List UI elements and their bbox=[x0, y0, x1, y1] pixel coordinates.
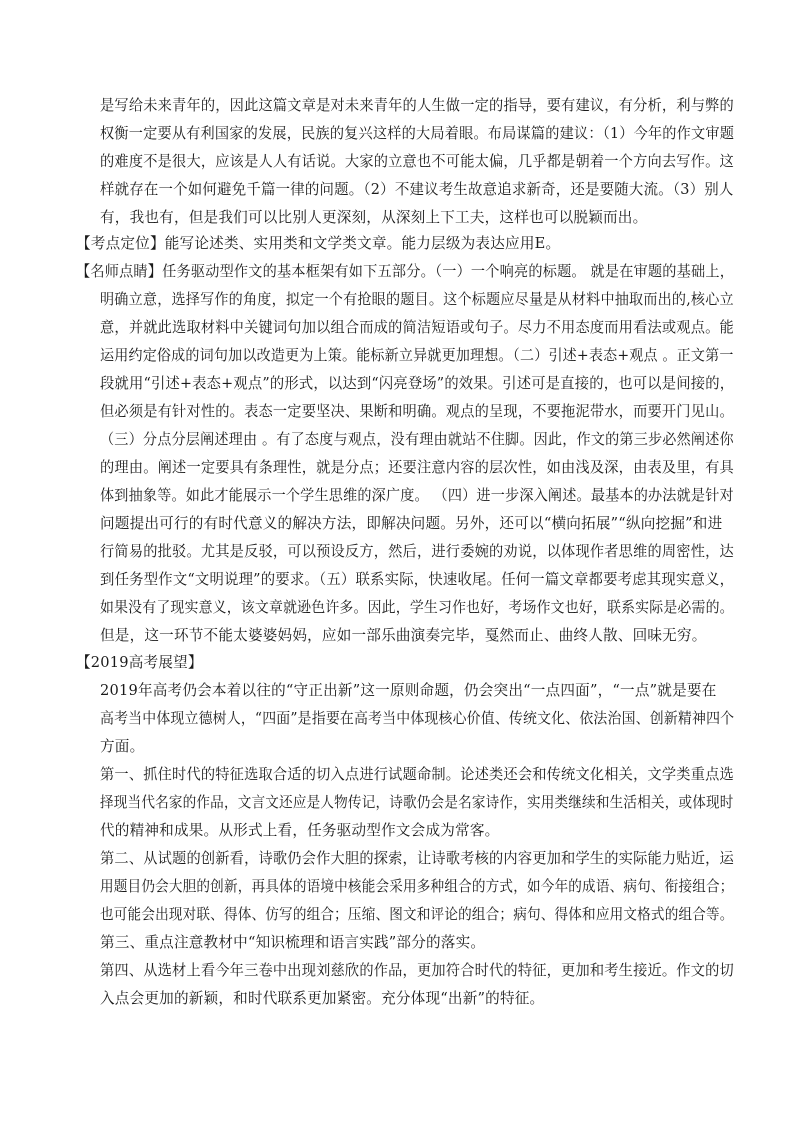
outlook-line: 第四、从选材上看今年三卷中出现刘慈欣的作品，更加符合时代的特征，更加和考生接近。作文的切 bbox=[100, 962, 734, 979]
mingshi-line: 意，并就此选取材料中关键词句加以组合而成的简洁短语或句子。尽力不用态度而用看法或观点。能 bbox=[100, 319, 734, 336]
kaodian-label: 【考点定位】 bbox=[76, 235, 165, 252]
mingshi-line: 问题提出可行的有时代意义的解决方法，即解决问题。另外，还可以“横向拓展”“纵向挖掘”和进 bbox=[100, 515, 723, 532]
mingshi-line: 如果没有了现实意义，该文章就逊色许多。因此，学生习作也好，考场作文也好，联系实际是必需的。 bbox=[100, 599, 734, 616]
mingshi-line: 行简易的批驳。尤其是反驳，可以预设反方，然后，进行委婉的劝说，以体现作者思维的周密性，达 bbox=[100, 543, 734, 560]
mingshi-text: 任务驱动型作文的基本框架有如下五部分。（一）一个响亮的标题。 就是在审题的基础上， bbox=[162, 263, 735, 280]
intro-line: 是写给未来青年的，因此这篇文章是对未来青年的人生做一定的指导，要有建议，有分析，利与弊的 bbox=[100, 97, 734, 114]
outlook-line: 高考当中体现立德树人，“四面”是指要在高考当中体现核心价值、传统文化、依法治国、创新精神四个 bbox=[100, 710, 735, 727]
mingshi-line: 体到抽象等。如此才能展示一个学生思维的深广度。 （四）进一步深入阐述。最基本的办法就是针对 bbox=[100, 487, 734, 504]
mingshi-line: 但必须是有针对性的。表态一定要坚决、果断和明确。观点的呈现，不要拖泥带水，而要开门见山。 bbox=[100, 403, 734, 420]
mingshi-line: 运用约定俗成的词句加以改造更为上策。能标新立异就更加理想。（二）引述+表态+观点 。正文第一 bbox=[100, 347, 734, 364]
outlook-line: 方面。 bbox=[100, 738, 145, 755]
outlook-line: 择现当代名家的作品，文言文还应是人物传记，诗歌仍会是名家诗作，实用类继续和生活相关，或体现时 bbox=[100, 794, 734, 811]
outlook-line: 第三、重点注意教材中“知识梳理和语言实践”部分的落实。 bbox=[100, 934, 486, 951]
outlook-line: 第二、从试题的创新看，诗歌仍会作大胆的探索，让诗歌考核的内容更加和学生的实际能力贴近，运 bbox=[100, 850, 734, 867]
outlook-line: 也可能会出现对联、得体、仿写的组合；压缩、图文和评论的组合；病句、得体和应用文格式的组合等。 bbox=[100, 906, 734, 923]
outlook-line: 第一、抓住时代的特征选取合适的切入点进行试题命制。论述类还会和传统文化相关，文学类重点选 bbox=[100, 766, 734, 783]
outlook-heading: 【2019高考展望】 bbox=[76, 654, 203, 671]
mingshi-line: 明确立意，选择写作的角度，拟定一个有抢眼的题目。这个标题应尽量是从材料中抽取而出的,核心立 bbox=[100, 291, 734, 308]
kaodian-line bbox=[76, 232, 560, 253]
outlook-line: 用题目仍会大胆的创新，再具体的语境中核能会采用多种组合的方式，如今年的成语、病句、衔接组合； bbox=[100, 878, 734, 895]
intro-line: 的难度不是很大，应该是人人有话说。大家的立意也不可能太偏，几乎都是朝着一个方向去写作。这 bbox=[100, 153, 734, 170]
kaodian-text: 能写论述类、实用类和文学类文章。能力层级为表达应用E。 bbox=[164, 235, 561, 252]
mingshi-line: 的理由。阐述一定要具有条理性，就是分点；还要注意内容的层次性，如由浅及深，由表及里，有具 bbox=[100, 459, 734, 476]
mingshi-line: 但是，这一环节不能太婆婆妈妈，应如一部乐曲演奏完毕，戛然而止、曲终人散、回味无穷。 bbox=[100, 627, 707, 644]
mingshi-label: 【名师点睛】 bbox=[76, 263, 163, 280]
outlook-line: 2019年高考仍会本着以往的“守正出新”这一原则命题，仍会突出“一点四面”，“一点”就是要在 bbox=[100, 682, 717, 699]
outlook-line: 入点会更加的新颖，和时代联系更加紧密。充分体现“出新”的特征。 bbox=[100, 990, 545, 1007]
mingshi-line: 到任务型作文“文明说理”的要求。（五）联系实际，快速收尾。任何一篇文章都要考虑其现实意义， bbox=[100, 571, 735, 588]
intro-line: 样就存在一个如何避免千篇一律的问题。（2）不建议考生故意追求新奇，还是要随大流。（3）别人 bbox=[100, 181, 734, 198]
mingshi-first-line bbox=[76, 260, 734, 281]
outlook-line: 代的精神和成果。从形式上看，任务驱动型作文会成为常客。 bbox=[100, 822, 500, 839]
mingshi-line: （三）分点分层阐述理由 。有了态度与观点，没有理由就站不住脚。因此，作文的第三步必然阐述你 bbox=[100, 431, 734, 448]
intro-line: 权衡一定要从有利国家的发展，民族的复兴这样的大局着眼。布局谋篇的建议：（1）今年的作文审题 bbox=[100, 125, 735, 142]
mingshi-line: 段就用“引述+表态+观点”的形式，以达到“闪亮登场”的效果。引述可是直接的，也可以是间接的， bbox=[100, 375, 735, 392]
intro-line: 有，我也有，但是我们可以比别人更深刻，从深刻上下工夫，这样也可以脱颖而出。 bbox=[100, 209, 648, 226]
